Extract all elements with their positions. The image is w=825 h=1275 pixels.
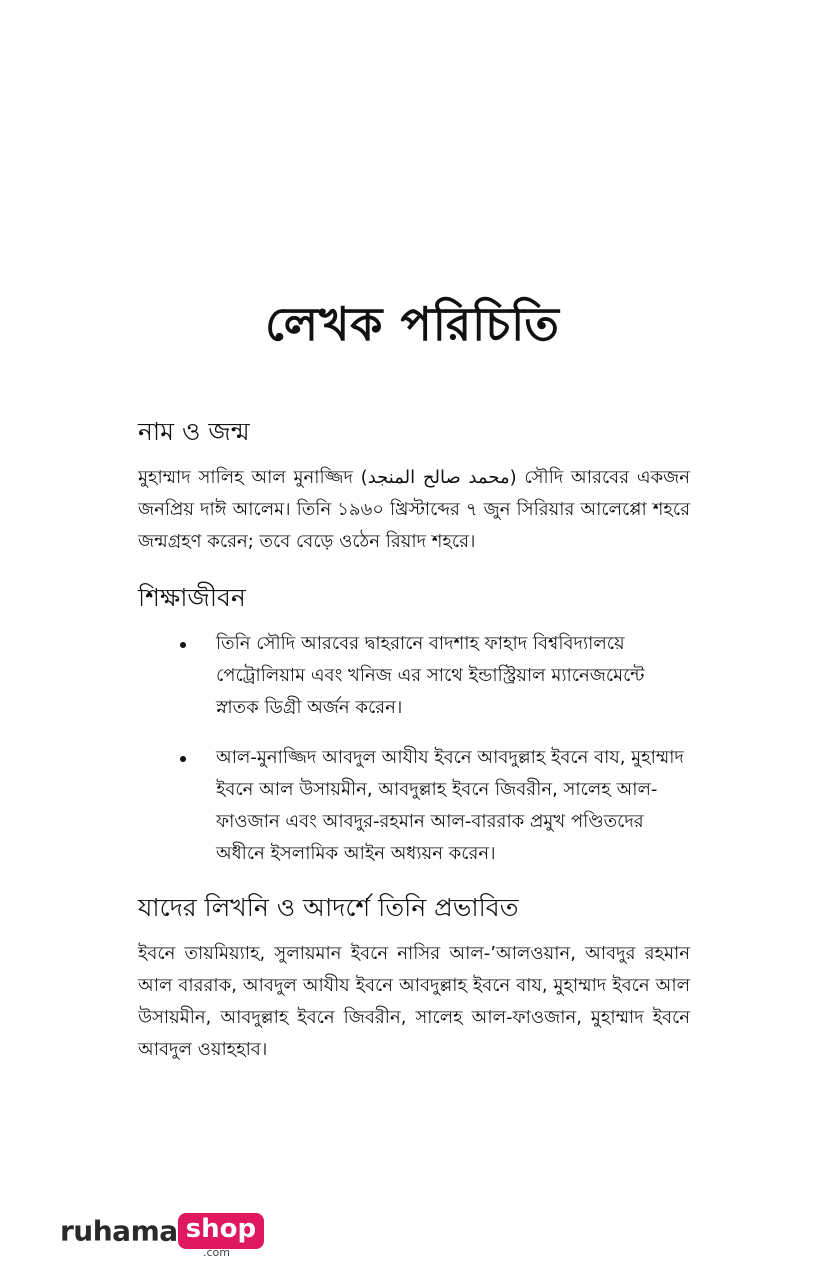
bullet-icon bbox=[180, 756, 186, 762]
logo-suffix: .com bbox=[203, 1246, 230, 1259]
list-item bbox=[138, 742, 690, 870]
section-paragraph-name-birth: মুহাম্মাদ সালিহ আল মুনাজ্জিদ (محمد صالح المنجد) সৌদি আরবের একজন জনপ্রিয় দাঈ আলেম। তিনি ১৯৬০ খ্রিস্টাব্দের ৭ জুন সিরিয়ার আলেপ্পো শহরে জন্মগ্রহণ করেন; তবে বেড়ে ওঠেন রিয়াদ শহরে। bbox=[138, 467, 690, 552]
education-list bbox=[138, 628, 690, 870]
ruhamashop-logo bbox=[60, 1213, 264, 1259]
logo-badge: shop bbox=[178, 1213, 264, 1249]
section-heading-influences: যাদের লিখনি ও আদর্শে তিনি প্রভাবিত bbox=[138, 893, 519, 922]
page-title: লেখক পরিচিতি bbox=[265, 297, 560, 351]
bullet-icon bbox=[180, 642, 186, 648]
list-item-text: আল-মুনাজ্জিদ আবদুল আযীয ইবনে আবদুল্লাহ ইবনে বায, মুহাম্মাদ ইবনে আল উসায়মীন, আবদুল্লাহ ইবনে জিবরীন, সালেহ আল-ফাওজান এবং আবদুর-রহমান আল-বাররাক প্রমুখ পণ্ডিতদের অধীনে ইসলামিক আইন অধ্যয়ন করেন। bbox=[216, 747, 684, 864]
list-item-text: তিনি সৌদি আরবের দ্বাহরানে বাদশাহ ফাহাদ বিশ্ববিদ্যালয়ে পেট্রোলিয়াম এবং খনিজ এর সাথে ইন্ডাস্ট্রিয়াল ম্যানেজমেন্টে স্নাতক ডিগ্রী অর্জন করেন। bbox=[216, 633, 645, 718]
section-heading-education: শিক্ষাজীবন bbox=[138, 583, 246, 612]
list-item bbox=[138, 628, 690, 724]
section-paragraph-influences: ইবনে তায়মিয়্যাহ, সুলায়মান ইবনে নাসির আল-’আলওয়ান, আবদুর রহমান আল বাররাক, আবদুল আযীয ইবনে আবদুল্লাহ ইবনে বায, মুহাম্মাদ ইবনে আল উসায়মীন, আবদুল্লাহ ইবনে জিবরীন, সালেহ আল-ফাওজান, মুহাম্মাদ ইবনে আবদুল ওয়াহহাব। bbox=[138, 943, 690, 1060]
section-heading-name-birth: নাম ও জন্ম bbox=[138, 417, 250, 446]
content-body bbox=[138, 412, 690, 1086]
logo-name: ruhama bbox=[60, 1214, 178, 1248]
